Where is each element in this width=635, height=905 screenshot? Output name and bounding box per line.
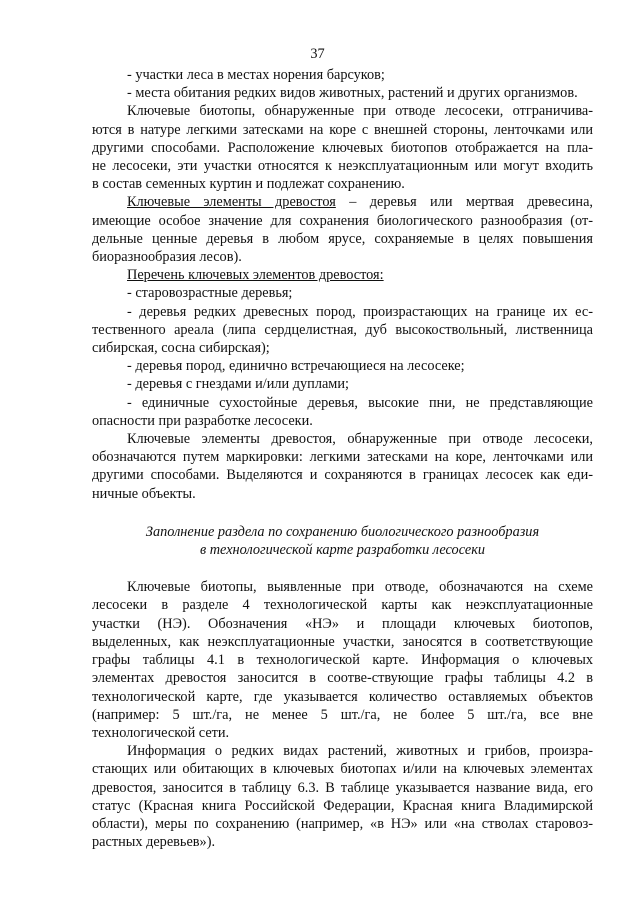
text-line: статус (Красная книга Российской Федерации, Красная книга Владимирской: [92, 797, 593, 814]
text-line: области), меры по сохранению (например, «в НЭ» или «на стволах старовоз-: [92, 815, 593, 832]
definition-text: – деревья или мертвая древесина,: [335, 194, 593, 211]
bullet-item: - участки леса в местах норения барсуков;: [127, 67, 385, 83]
text-line: Ключевые элементы древостоя, обнаруженные при отводе лесосеки,: [127, 431, 593, 448]
definition-term: Ключевые элементы древостоя: [127, 194, 336, 211]
page-number: 37: [310, 46, 325, 62]
text-line: лесосеки в разделе 4 технологической карты как неэксплуатационные: [92, 597, 593, 614]
list-title: [92, 266, 593, 284]
text-line: элементах древостоя заносится в соотве-ствующие графы таблицы 4.2 в: [92, 670, 593, 687]
text-line: технологической сети.: [92, 724, 230, 741]
paragraph-species: [92, 742, 593, 851]
text-line: ничные объекты.: [92, 485, 196, 502]
text-line: другими способами. Расположение ключевых биотопов отображается на пла-: [92, 139, 593, 156]
text-line: графы таблицы 4.1 в технологической карте. Информация о ключевых: [92, 652, 593, 669]
text-line: имеющие особое значение для сохранения биологического разнообразия (от-: [92, 212, 593, 229]
list-item: - старовозрастные деревья;: [127, 285, 293, 302]
list-item-continued: сибирская, сосна сибирская);: [92, 340, 270, 357]
heading-line: Заполнение раздела по сохранению биологического разнообразия: [145, 523, 540, 540]
text-line: дельные ценные деревья в любом ярусе, сохраняемые в целях повышения: [92, 230, 593, 247]
text-line: растных деревьев»).: [92, 834, 216, 851]
text-line: в состав семенных куртин и подлежат сохранению.: [92, 176, 405, 193]
list-item: - деревья с гнездами и/или дуплами;: [127, 376, 349, 393]
key-elements-list: [92, 284, 593, 430]
text-line: технологической карте, где указывается количество оставляемых объектов: [92, 688, 593, 705]
list-item: - единичные сухостойные деревья, высокие пни, не представляющие: [127, 394, 593, 411]
text-line: другими способами. Выделяются и сохраняются в границах лесосек как еди-: [92, 467, 593, 484]
text-line: участки (НЭ). Обозначения «НЭ» и площади ключевых биотопов,: [92, 615, 593, 632]
paragraph-fill: [92, 578, 593, 742]
text-line: стающих или обитающих в ключевых биотопах и/или на ключевых элементах: [92, 761, 593, 778]
list-item: - деревья пород, единично встречающиеся на лесосеке;: [127, 358, 465, 375]
text-line: ются в натуре легкими затесками на коре с внешней стороны, ленточками или: [92, 121, 593, 138]
text-line: биоразнообразия лесов).: [92, 249, 242, 266]
section-heading: [92, 523, 593, 559]
paragraph-elements: [92, 430, 593, 503]
paragraph-biotopes: [92, 102, 593, 193]
text-line: Ключевые биотопы, обнаруженные при отводе лесосеки, отграничива-: [127, 103, 593, 120]
list-item-continued: тественного ареала (липа сердцелистная, дуб высокоствольный, лиственница: [92, 321, 593, 338]
list-item-continued: опасности при разработке лесосеки.: [92, 412, 313, 429]
bullet-item: - места обитания редких видов животных, растений и других организмов.: [127, 85, 578, 102]
list-title-text: Перечень ключевых элементов древостоя:: [127, 267, 384, 284]
page-body: [92, 66, 593, 851]
text-line: (например: 5 шт./га, не менее 5 шт./га, не более 5 шт./га, все вне: [92, 706, 593, 723]
text-line: древостоя, заносится в таблицу 6.3. В таблице указывается название вида, его: [92, 779, 593, 796]
paragraph-definition: [92, 193, 593, 266]
text-line: Ключевые биотопы, выявленные при отводе, обозначаются на схеме: [127, 579, 593, 596]
text-line: Информация о редких видах растений, животных и грибов, произра-: [127, 743, 593, 760]
heading-line: в технологической карте разработки лесосеки: [199, 542, 486, 559]
text-line: выделенных, как неэксплуатационные участки, заносятся в соответствующие: [92, 633, 593, 650]
text-line: не лесосеки, эти участки относятся к неэксплуатационным или могут входить: [92, 158, 593, 175]
list-item: - деревья редких древесных пород, произрастающих на границе их ес-: [127, 303, 593, 320]
text-line: обозначаются путем маркировки: легкими затесками на коре, ленточками или: [92, 449, 593, 466]
text-line: [92, 193, 593, 211]
